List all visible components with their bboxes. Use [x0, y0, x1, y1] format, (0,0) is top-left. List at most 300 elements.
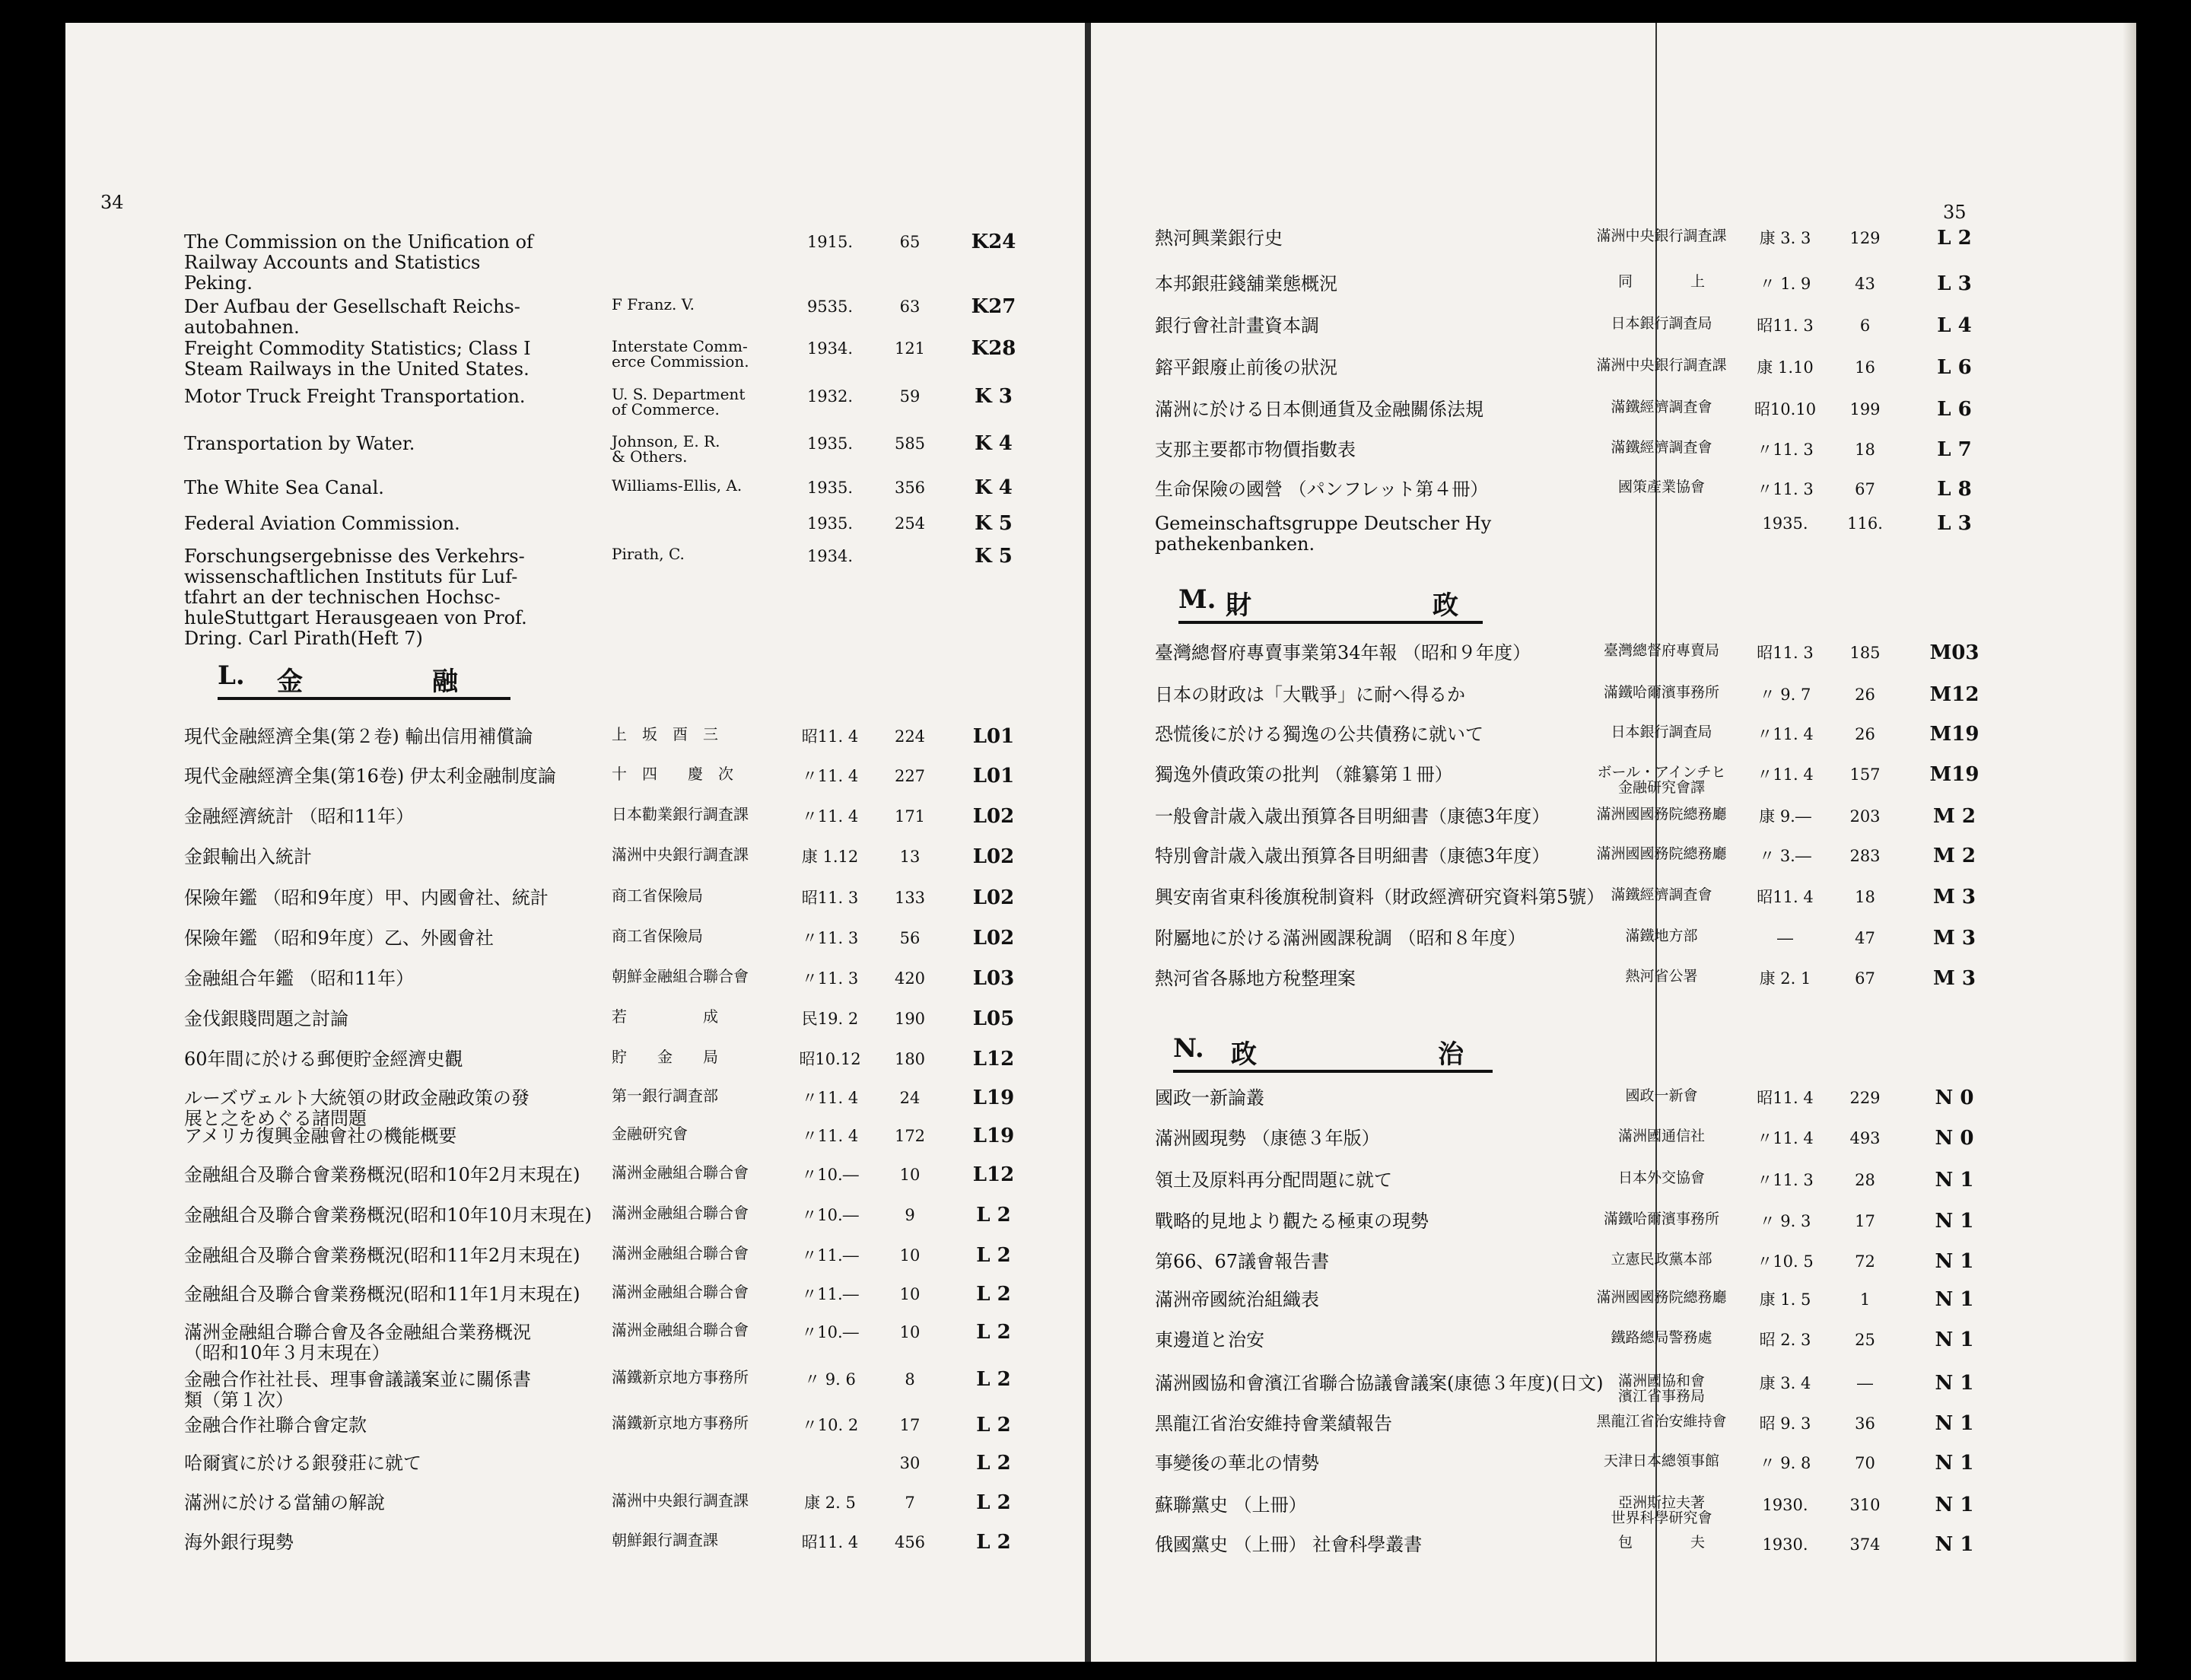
entry-pages: 227: [894, 767, 926, 785]
entry-code: L02: [972, 886, 1015, 909]
entry-title: 事變後の華北の情勢: [1155, 1452, 1319, 1474]
section-title: 政 治: [1231, 1039, 1464, 1070]
entry-code: N 1: [1935, 1412, 1974, 1435]
left-page: [65, 23, 1085, 1662]
entry-pages: 26: [1855, 686, 1875, 704]
entry-code: L 2: [976, 1531, 1011, 1554]
entry-author: 朝鮮銀行調査課: [612, 1531, 718, 1549]
entry-date: 1934.: [806, 547, 854, 565]
entry-title: Freight Commodity Statistics; Class I Steam Railways in the United States.: [184, 338, 531, 380]
entry-date: 1935.: [806, 479, 854, 497]
entry-date: 康 1.10: [1757, 358, 1814, 377]
entry-pages: 28: [1855, 1171, 1875, 1189]
entry-code: L 8: [1937, 478, 1972, 501]
entry-title: 60年間に於ける郵便貯金經濟史觀: [184, 1048, 463, 1070]
entry-code: K24: [971, 231, 1016, 253]
entry-author: Interstate Comm- erce Commission.: [612, 337, 749, 371]
entry-author: 滿洲國國務院總務廳: [1596, 845, 1727, 862]
entry-date: 〃10. 5: [1757, 1252, 1814, 1271]
entry-date: 昭11. 4: [1757, 888, 1814, 906]
entry-date: 1935.: [806, 514, 854, 533]
entry-title: 俄國黨史 （上冊） 社會科學叢書: [1155, 1534, 1423, 1555]
entry-date: 〃11. 3: [801, 929, 859, 947]
section-letter: N.: [1173, 1033, 1204, 1064]
entry-title: 金融經濟統計 （昭和11年）: [184, 806, 415, 827]
entry-author: Williams-Ellis, A.: [612, 476, 743, 495]
entry-date: 〃 9. 8: [1759, 1454, 1811, 1472]
entry-author: 同 上: [1617, 273, 1705, 290]
entry-title: Transportation by Water.: [184, 433, 415, 454]
entry-title: 戰略的見地より觀たる極東の現勢: [1155, 1211, 1429, 1232]
section-letter: M.: [1178, 584, 1216, 615]
entry-date: 〃10.―: [801, 1206, 859, 1224]
entry-date: 1930.: [1762, 1535, 1808, 1554]
entry-date: 康 1. 5: [1759, 1290, 1811, 1309]
entry-date: ―: [1777, 929, 1793, 947]
entry-date: 〃10. 2: [801, 1416, 859, 1434]
entry-code: K27: [971, 295, 1016, 318]
entry-author: 日本外交協會: [1617, 1169, 1705, 1186]
entry-author: 滿洲中央銀行調査課: [1596, 228, 1727, 244]
entry-title: ルーズヴェルト大統領の財政金融政策の發 展と之をめぐる諸問題: [184, 1087, 529, 1129]
entry-date: 昭11. 4: [801, 1533, 859, 1551]
entry-title: The Commission on the Unification of Railway Accounts and Statistics Peking.: [184, 231, 533, 294]
entry-author: 滿洲國通信社: [1617, 1128, 1705, 1144]
entry-author: 朝鮮金融組合聯合會: [612, 967, 749, 985]
entry-pages: 70: [1855, 1454, 1875, 1472]
entry-pages: 17: [1855, 1212, 1875, 1230]
entry-pages: 56: [899, 929, 921, 947]
entry-pages: 17: [899, 1416, 921, 1434]
entry-pages: 585: [894, 434, 926, 453]
entry-author: 日本銀行調査局: [1611, 724, 1712, 740]
entry-author: 金融研究會: [612, 1125, 688, 1143]
entry-author: 貯 金 局: [612, 1048, 718, 1066]
entry-title: 金融組合及聯合會業務概況(昭和10年10月末現在): [184, 1204, 592, 1226]
entry-title: 金伐銀賤問題之討論: [184, 1008, 348, 1029]
entry-pages: 24: [899, 1089, 921, 1107]
entry-title: Forschungsergebnisse des Verkehrs- wissenschaftlichen Instituts für Luf- tfahrt an der technischen Hochsc- huleStuttgart Herausgeaen von Prof. Dring. Carl Pirath(Heft 7): [184, 546, 527, 649]
entry-date: 昭11. 4: [1757, 1089, 1814, 1107]
entry-title: 金融組合及聯合會業務概況(昭和10年2月末現在): [184, 1164, 580, 1185]
entry-title: 滿洲に於ける當舖の解說: [184, 1492, 385, 1513]
entry-code: L 3: [1937, 512, 1972, 535]
entry-title: 東邊道と治安: [1155, 1329, 1264, 1351]
entry-pages: 129: [1849, 229, 1881, 247]
entry-date: 康 1.12: [801, 848, 859, 866]
entry-date: 康 3. 3: [1759, 229, 1811, 247]
entry-title: 滿洲帝國統治組織表: [1155, 1289, 1319, 1310]
entry-code: M 2: [1933, 805, 1976, 828]
entry-date: 〃11. 3: [1757, 441, 1814, 459]
entry-pages: 36: [1855, 1414, 1875, 1433]
entry-author: 第一銀行調査部: [612, 1087, 718, 1105]
entry-pages: 254: [894, 514, 926, 533]
entry-author: 滿鐵經濟調査會: [1611, 439, 1712, 456]
section-heading-N: [1173, 1033, 1493, 1073]
entry-title: 熱河省各縣地方稅整理案: [1155, 968, 1356, 989]
entry-title: 哈爾賓に於ける銀發莊に就て: [184, 1452, 421, 1474]
entry-author: 日本勸業銀行調査課: [612, 805, 749, 823]
entry-author: 立憲民政黨本部: [1611, 1251, 1712, 1268]
entry-pages: 30: [899, 1454, 921, 1472]
entry-code: L03: [972, 967, 1015, 990]
entry-author: 滿洲金融組合聯合會: [612, 1283, 749, 1301]
entry-pages: 10: [899, 1246, 921, 1265]
entry-author: 國策產業協會: [1617, 479, 1705, 495]
entry-author: 滿鐵地方部: [1625, 928, 1698, 944]
entry-title: 黑龍江省治安維持會業績報告: [1155, 1413, 1392, 1434]
entry-title: 生命保險の國營 （パンフレット第４冊）: [1155, 479, 1489, 500]
entry-title: 一般會計歳入歳出預算各目明細書（康德3年度）: [1155, 806, 1550, 827]
entry-date: 康 9.―: [1759, 807, 1811, 826]
entry-code: L 2: [976, 1368, 1011, 1391]
entry-pages: 310: [1849, 1496, 1881, 1514]
entry-pages: 63: [899, 298, 921, 316]
entry-pages: 199: [1849, 400, 1881, 418]
entry-author: 滿鐵哈爾濱事務所: [1603, 1211, 1719, 1227]
entry-pages: 13: [899, 848, 921, 866]
entry-author: Johnson, E. R. & Others.: [612, 432, 720, 466]
entry-pages: 43: [1855, 275, 1875, 293]
entry-pages: 374: [1849, 1535, 1881, 1554]
entry-title: 臺灣總督府專賣事業第34年報 （昭和９年度）: [1155, 642, 1531, 663]
entry-author: 商工省保險局: [612, 886, 703, 905]
entry-pages: 9: [905, 1206, 915, 1224]
entry-date: 〃11. 3: [1757, 480, 1814, 498]
entry-author: 滿洲金融組合聯合會: [612, 1244, 749, 1262]
entry-pages: 356: [894, 479, 926, 497]
entry-code: L02: [972, 805, 1015, 828]
entry-author: 包 夫: [1617, 1534, 1705, 1551]
entry-code: L01: [972, 725, 1015, 748]
entry-date: 〃10.―: [801, 1166, 859, 1184]
entry-title: 興安南省東科後旗稅制資料（財政經濟研究資料第5號）: [1155, 886, 1605, 908]
entry-code: M19: [1929, 723, 1980, 746]
entry-date: 〃10.―: [801, 1323, 859, 1341]
entry-author: 天津日本總領事館: [1603, 1452, 1719, 1469]
entry-title: 蘇聯黨史 （上冊）: [1155, 1494, 1307, 1516]
entry-title: 金融組合年鑑 （昭和11年）: [184, 968, 415, 989]
entry-title: 獨逸外債政策の批判 （雜纂第１冊）: [1155, 764, 1453, 785]
entry-title: 領土及原料再分配問題に就て: [1155, 1169, 1392, 1191]
entry-title: Federal Aviation Commission.: [184, 513, 460, 534]
entry-pages: 185: [1849, 644, 1881, 662]
entry-date: 〃11. 4: [801, 767, 859, 785]
entry-pages: 171: [894, 807, 926, 826]
entry-title: 附屬地に於ける滿洲國課稅調 （昭和８年度）: [1155, 928, 1526, 949]
entry-code: L 6: [1937, 356, 1972, 379]
entry-code: L19: [972, 1087, 1015, 1109]
entry-author: 滿洲金融組合聯合會: [612, 1204, 749, 1222]
entry-pages: 10: [899, 1166, 921, 1184]
entry-code: N 0: [1935, 1087, 1974, 1109]
entry-title: 滿洲金融組合聯合會及各金融組合業務概況 （昭和10年３月末現在）: [184, 1322, 531, 1363]
entry-title: 本邦銀莊錢舖業態概況: [1155, 273, 1337, 294]
entry-pages: 18: [1855, 441, 1875, 459]
entry-date: 〃 9. 6: [804, 1370, 856, 1389]
entry-pages: 59: [899, 387, 921, 406]
entry-pages: 203: [1849, 807, 1881, 826]
entry-code: L 2: [976, 1452, 1011, 1475]
entry-date: 康 2. 1: [1759, 969, 1811, 988]
entry-author: 若 成: [612, 1007, 718, 1026]
right-entries: [1091, 23, 2136, 1662]
entry-title: 鎔平銀廢止前後の狀況: [1155, 357, 1337, 378]
entry-author: 十 四 慶 次: [612, 765, 733, 783]
entry-author: 滿鐵新京地方事務所: [612, 1368, 749, 1386]
entry-code: L19: [972, 1125, 1015, 1147]
entry-code: M12: [1929, 683, 1980, 706]
entry-code: L 4: [1937, 314, 1972, 337]
entry-author: 滿鐵新京地方事務所: [612, 1414, 749, 1432]
entry-pages: 72: [1855, 1252, 1875, 1271]
entry-author: 日本銀行調査局: [1611, 315, 1712, 332]
entry-code: M 3: [1933, 927, 1976, 950]
entry-author: 熱河省公署: [1625, 968, 1698, 985]
entry-date: 1935.: [1762, 514, 1808, 533]
entry-pages: 283: [1849, 847, 1881, 865]
entry-date: 昭10.12: [799, 1050, 861, 1068]
entry-title: 金融組合及聯合會業務概況(昭和11年2月末現在): [184, 1245, 580, 1266]
entry-pages: 6: [1859, 317, 1871, 335]
entry-code: L 2: [976, 1283, 1011, 1306]
entry-code: L 3: [1937, 272, 1972, 295]
entry-pages: 180: [894, 1050, 926, 1068]
entry-code: L 2: [976, 1414, 1011, 1437]
entry-date: 昭 2. 3: [1759, 1331, 1811, 1349]
entry-date: 昭 9. 3: [1759, 1414, 1811, 1433]
section-title: 金 融: [277, 667, 458, 697]
entry-title: 滿洲に於ける日本側通貨及金融關係法規: [1155, 399, 1483, 420]
entry-title: アメリカ復興金融會社の機能概要: [184, 1125, 457, 1147]
page-number: 35: [1943, 202, 1967, 223]
entry-date: 〃11. 3: [801, 969, 859, 988]
entry-date: 〃11. 4: [1757, 1129, 1814, 1147]
section-letter: L.: [218, 660, 245, 691]
page-number: 34: [100, 192, 124, 213]
section-heading-M: [1178, 584, 1483, 624]
entry-author: 滿洲金融組合聯合會: [612, 1321, 749, 1339]
entry-date: 昭11. 3: [1757, 317, 1814, 335]
entry-title: 第66、67議會報告書: [1155, 1251, 1330, 1272]
entry-author: Pirath, C.: [612, 545, 685, 563]
entry-title: 海外銀行現勢: [184, 1532, 294, 1553]
entry-author: 滿鐵經濟調査會: [1611, 886, 1712, 903]
entry-author: 滿鐵哈爾濱事務所: [1603, 684, 1719, 701]
entry-date: 昭11. 3: [801, 889, 859, 907]
entry-pages: ―: [1857, 1374, 1873, 1392]
entry-title: 現代金融經濟全集(第２卷) 輸出信用補償論: [184, 726, 533, 747]
entry-date: 〃11. 4: [801, 807, 859, 826]
entry-date: 〃11.―: [801, 1285, 859, 1303]
entry-pages: 65: [899, 233, 921, 251]
entry-title: 恐慌後に於ける獨逸の公共債務に就いて: [1155, 724, 1483, 745]
right-page: [1091, 23, 2136, 1662]
entry-code: L05: [972, 1007, 1015, 1030]
entry-title: 保險年鑑 （昭和9年度）甲、内國會社、統計: [184, 887, 549, 908]
entry-code: K 4: [975, 476, 1013, 499]
book-spine: [1085, 23, 1091, 1662]
entry-code: L 2: [976, 1491, 1011, 1514]
entry-date: 〃 3.―: [1759, 847, 1811, 865]
entry-pages: 420: [894, 969, 926, 988]
section-heading-L: [218, 660, 510, 700]
entry-pages: 67: [1855, 480, 1875, 498]
entry-author: 滿洲國國務院總務廳: [1596, 1289, 1727, 1306]
entry-author: U. S. Department of Commerce.: [612, 385, 746, 418]
entry-date: 民19. 2: [801, 1010, 859, 1028]
entry-pages: 229: [1849, 1089, 1881, 1107]
entry-code: N 1: [1935, 1169, 1974, 1192]
entry-pages: 18: [1855, 888, 1875, 906]
entry-author: 滿洲中央銀行調査課: [1596, 357, 1727, 374]
entry-code: N 1: [1935, 1452, 1974, 1475]
entry-date: 昭11. 3: [1757, 644, 1814, 662]
entry-title: 支那主要都市物價指數表: [1155, 439, 1356, 460]
entry-pages: 47: [1855, 929, 1875, 947]
entry-code: M 2: [1933, 845, 1976, 867]
entry-code: M 3: [1933, 967, 1976, 990]
entry-author: 滿洲國協和會 濱江省事務局: [1617, 1373, 1705, 1405]
entry-date: 〃11. 4: [801, 1127, 859, 1145]
entry-code: L 2: [1937, 227, 1972, 250]
entry-date: 昭10.10: [1754, 400, 1817, 418]
entry-pages: 172: [894, 1127, 926, 1145]
entry-author: 滿洲中央銀行調査課: [612, 1491, 749, 1510]
entry-date: 1935.: [806, 434, 854, 453]
entry-pages: 25: [1855, 1331, 1875, 1349]
entry-title: Gemeinschaftsgruppe Deutscher Hy pathekenbanken.: [1155, 513, 1492, 555]
entry-title: 金融組合及聯合會業務概況(昭和11年1月末現在): [184, 1284, 580, 1305]
entry-code: L12: [972, 1048, 1015, 1071]
entry-date: 康 3. 4: [1759, 1374, 1811, 1392]
entry-author: 滿洲中央銀行調査課: [612, 845, 749, 864]
section-title: 財 政: [1226, 590, 1458, 621]
entry-author: 滿洲金融組合聯合會: [612, 1163, 749, 1182]
entry-author: 黑龍江省治安維持會: [1596, 1413, 1727, 1430]
entry-date: 昭11. 4: [801, 727, 859, 746]
entry-code: K 5: [975, 512, 1013, 535]
entry-date: 〃 9. 3: [1759, 1212, 1811, 1230]
entry-date: 〃 1. 9: [1759, 275, 1811, 293]
entry-pages: 224: [894, 727, 926, 746]
entry-pages: 10: [899, 1285, 921, 1303]
entry-title: 金融合作社聯合會定款: [184, 1414, 367, 1436]
left-entries: [65, 23, 1085, 1662]
entry-pages: 121: [894, 339, 926, 358]
entry-date: 1932.: [806, 387, 854, 406]
entry-date: 〃11. 4: [801, 1089, 859, 1107]
entry-pages: 10: [899, 1323, 921, 1341]
entry-code: N 0: [1935, 1127, 1974, 1150]
entry-date: 1934.: [806, 339, 854, 358]
entry-date: 〃11. 4: [1757, 725, 1814, 743]
entry-code: K 3: [975, 385, 1013, 408]
entry-title: The White Sea Canal.: [184, 477, 384, 498]
entry-code: K 5: [975, 545, 1013, 568]
entry-pages: 190: [894, 1010, 926, 1028]
entry-title: Der Aufbau der Gesellschaft Reichs- autobahnen.: [184, 296, 520, 338]
entry-title: 保險年鑑 （昭和9年度）乙、外國會社: [184, 928, 494, 949]
entry-title: 熱河興業銀行史: [1155, 228, 1283, 249]
entry-code: N 1: [1935, 1288, 1974, 1311]
entry-code: L02: [972, 927, 1015, 950]
entry-code: N 1: [1935, 1533, 1974, 1556]
entry-code: L02: [972, 845, 1015, 868]
entry-author: 上 坂 酉 三: [612, 725, 718, 743]
entry-code: N 1: [1935, 1250, 1974, 1273]
entry-pages: 67: [1855, 969, 1875, 988]
entry-code: L 2: [976, 1244, 1011, 1267]
entry-code: L 2: [976, 1204, 1011, 1227]
entry-code: N 1: [1935, 1210, 1974, 1233]
entry-code: N 1: [1935, 1494, 1974, 1516]
entry-code: L 6: [1937, 398, 1972, 421]
entry-pages: 456: [894, 1533, 926, 1551]
entry-date: 1930.: [1762, 1496, 1808, 1514]
entry-pages: 116.: [1847, 514, 1883, 533]
entry-author: ボール・アインチヒ 金融研究會譯: [1597, 764, 1726, 796]
entry-pages: 8: [905, 1370, 915, 1389]
entry-author: 滿鐵經濟調査會: [1611, 399, 1712, 415]
entry-code: M19: [1929, 763, 1980, 786]
entry-title: 日本の財政は「大戰爭」に耐へ得るか: [1155, 684, 1465, 705]
entry-pages: 133: [894, 889, 926, 907]
entry-author: 鐵路總局警務處: [1611, 1329, 1712, 1346]
entry-author: 亞洲斯拉夫著 世界科學研究會: [1611, 1494, 1712, 1526]
entry-title: Motor Truck Freight Transportation.: [184, 386, 526, 407]
entry-code: L 2: [976, 1321, 1011, 1344]
entry-code: L01: [972, 765, 1015, 788]
entry-author: F Franz. V.: [612, 295, 695, 313]
entry-code: M 3: [1933, 886, 1976, 908]
entry-title: 滿洲國協和會濱江省聯合協議會議案(康德３年度)(日文): [1155, 1373, 1604, 1394]
entry-code: L 7: [1937, 438, 1972, 461]
entry-title: 金銀輸出入統計: [184, 846, 312, 867]
entry-date: 〃11. 4: [1757, 765, 1814, 784]
entry-code: L12: [972, 1163, 1015, 1186]
entry-title: 國政一新論叢: [1155, 1087, 1264, 1109]
entry-pages: 493: [1849, 1129, 1881, 1147]
entry-author: 滿洲國國務院總務廳: [1596, 806, 1727, 822]
entry-author: 國政一新會: [1625, 1087, 1698, 1104]
entry-date: 康 2. 5: [804, 1494, 856, 1512]
entry-title: 特別會計歳入歳出預算各目明細書（康德3年度）: [1155, 845, 1550, 867]
entry-title: 滿洲國現勢 （康德３年版）: [1155, 1128, 1380, 1149]
entry-code: K 4: [975, 432, 1013, 455]
entry-code: K28: [971, 337, 1016, 360]
entry-title: 金融合作社社長、理事會議議案並に關係書 類（第１次）: [184, 1369, 531, 1411]
entry-pages: 1: [1859, 1290, 1871, 1309]
entry-date: 9535.: [806, 298, 854, 316]
entry-code: N 1: [1935, 1328, 1974, 1351]
entry-code: M03: [1929, 641, 1980, 664]
entry-pages: 26: [1855, 725, 1875, 743]
entry-title: 現代金融經濟全集(第16卷) 伊太利金融制度論: [184, 765, 556, 787]
entry-pages: 157: [1849, 765, 1881, 784]
entry-author: 臺灣總督府專賣局: [1603, 642, 1719, 659]
entry-date: 1915.: [806, 233, 854, 251]
entry-date: 〃11. 3: [1757, 1171, 1814, 1189]
entry-date: 〃11.―: [801, 1246, 859, 1265]
entry-date: 〃 9. 7: [1759, 686, 1811, 704]
entry-author: 商工省保險局: [612, 927, 703, 945]
entry-pages: 7: [905, 1494, 915, 1512]
entry-title: 銀行會社計畫資本調: [1155, 315, 1319, 336]
entry-code: N 1: [1935, 1372, 1974, 1395]
entry-pages: 16: [1855, 358, 1875, 377]
